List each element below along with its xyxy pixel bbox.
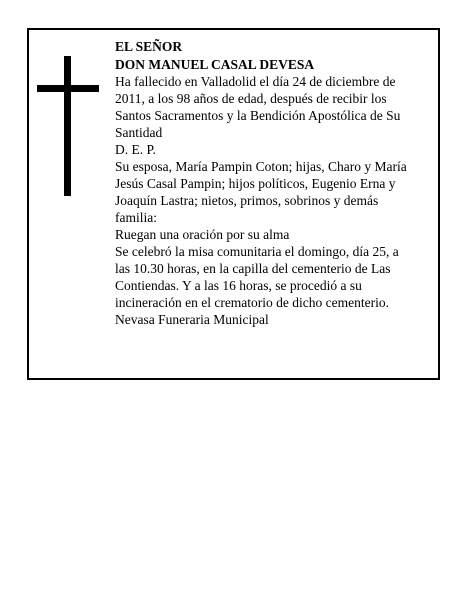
deceased-name: DON MANUEL CASAL DEVESA <box>115 57 315 72</box>
latin-cross-icon <box>37 56 99 196</box>
rip-text: D. E. P. <box>115 142 156 157</box>
prayer-request: Ruegan una oración por su alma <box>115 227 290 242</box>
notice-title: EL SEÑOR <box>115 39 183 54</box>
cross-vertical-bar <box>64 56 71 196</box>
funeral-home: Nevasa Funeraria Municipal <box>115 312 269 327</box>
death-statement: Ha fallecido en Valladolid el día 24 de diciembre de 2011, a los 98 años de edad, después de recibir los Santos Sacramentos y la Bendición Apostólica de Su Santidad <box>115 74 401 140</box>
ceremony-details: Se celebró la misa comunitaria el domingo, día 25, a las 10.30 horas, en la capilla del cementerio de Las Contiendas. Y a las 16 horas, se procedió a su incineración en el crematorio de dicho cementerio. <box>115 244 399 310</box>
obituary-text <box>115 38 407 328</box>
family-list: Su esposa, María Pampin Coton; hijas, Charo y María Jesús Casal Pampin; hijos políticos, Eugenio Erna y Joaquín Lastra; nietos, primos, sobrinos y demás familia: <box>115 159 407 225</box>
cross-horizontal-bar <box>37 85 99 92</box>
